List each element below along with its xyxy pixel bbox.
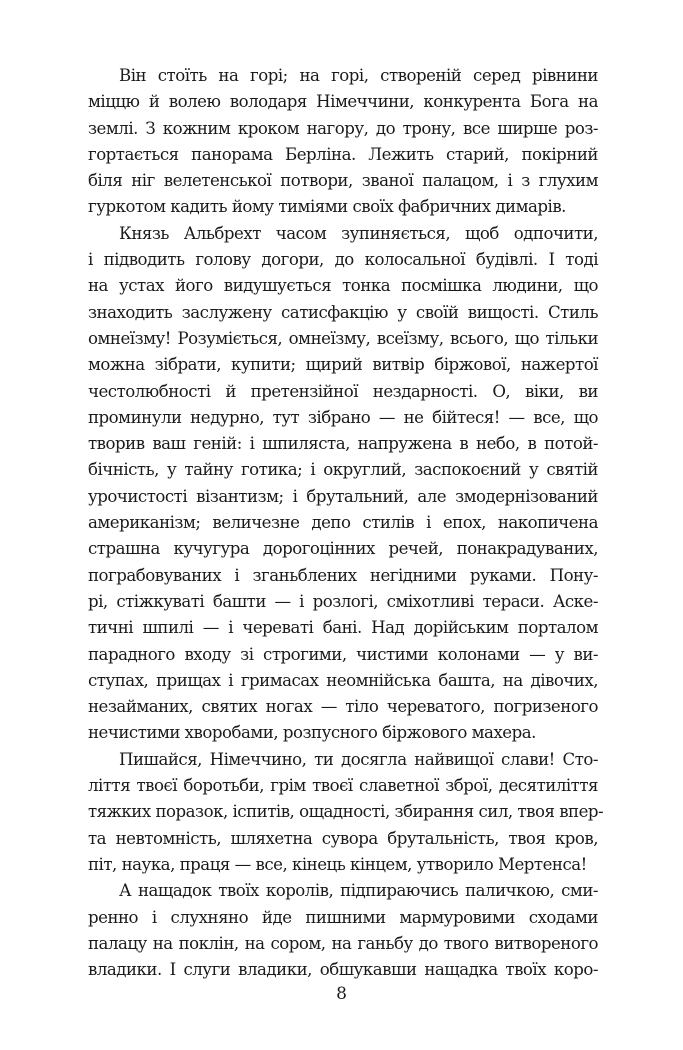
text-line: і підводить голову догори, до колосальної будівлі. І тоді [88,250,598,270]
text-line: тяжких поразок, іспитів, ощадності, збирання сил, твоя впер- [88,802,604,822]
text-line: творив ваш геній: і шпиляста, напружена в небо, в потой- [88,434,598,454]
text-line: парадного входу зі строгими, чистими колонами — у ви- [88,644,598,664]
text-line: Князь Альбрехт часом зупиняється, щоб одпочити, [119,223,598,243]
text-line: Він стоїть на горі; на горі, створеній серед рівнини [119,66,598,85]
text-line: біля ніг велетенської потвори, званої палацом, і з глухим [88,171,598,191]
text-line: рі, стіжкуваті башти — і розлогі, сміхотливі тераси. Аске- [88,591,598,611]
text-line: міццю й волею володаря Німеччини, конкурента Бога на [88,92,598,112]
text-line: А нащадок твоїх королів, підпираючись паличкою, сми- [119,881,598,901]
paragraph [88,747,604,878]
text-line: Пишайся, Німеччино, ти досягла найвищої слави! Сто- [119,749,598,769]
paragraph [88,63,598,221]
text-line: владики. І слуги владики, обшукавши нащадка твоїх коро- [88,960,598,980]
text-line: омнеїзму! Розуміється, омнеїзму, всеїзму, всього, що тільки [88,328,598,348]
text-line: палацу на поклін, на сором, на ганьбу до твого витвореного [88,933,598,953]
text-line: пограбовуваних і зганьблених негідними руками. Пону- [88,565,598,585]
text-line: знаходить заслужену сатисфакцію у своїй вищості. Стиль [88,302,598,322]
text-line: ліття твоєї боротьби, грім твоєї славетної зброї, десятиліття [88,776,598,796]
text-line: ступах, прищах і гримасах неомнійська башта, на дівочих, [88,670,598,690]
text-line: нечистими хворобами, розпусного біржового махера. [88,723,536,743]
text-line: страшна кучугура дорогоцінних речей, понакрадуваних, [88,539,598,559]
text-line: урочистості візантизм; і брутальний, але змодернізований [88,486,598,506]
text-line: ренно і слухняно йде пишними мармуровими сходами [88,907,598,927]
text-line: піт, наука, праця — все, кінець кінцем, утворило Мертенса! [88,854,587,874]
text-line: гортається панорама Берліна. Лежить старий, покірний [88,144,598,164]
text-line: можна зібрати, купити; щирий витвір біржової, нажертої [88,355,598,375]
text-line: честолюбності й претензійної нездарності. О, віки, ви [88,381,598,401]
text-line: проминули недурно, тут зібрано — не бійтеся! — все, що [88,407,598,427]
text-line: землі. З кожним кроком нагору, до трону, все ширше роз- [88,118,598,138]
body-text [88,63,604,983]
text-line: незайманих, святих ногах — тіло череватого, погризеного [88,697,598,717]
text-line: та невтомність, шляхетна сувора брутальність, твоя кров, [88,828,598,848]
text-line: американізм; величезне депо стилів і епох, накопичена [88,513,598,533]
text-line: на устах його видушується тонка посмішка людини, що [88,276,598,296]
text-line: тичні шпилі — і череваті бані. Над дорійським порталом [88,618,598,638]
text-line: гуркотом кадить йому тиміями своїх фабричних димарів. [88,197,566,217]
paragraph [88,878,598,983]
text-line: бічність, у тайну готика; і округлий, заспокоєний у святій [88,460,598,480]
page-number: 8 [336,984,347,1004]
paragraph [88,221,598,747]
